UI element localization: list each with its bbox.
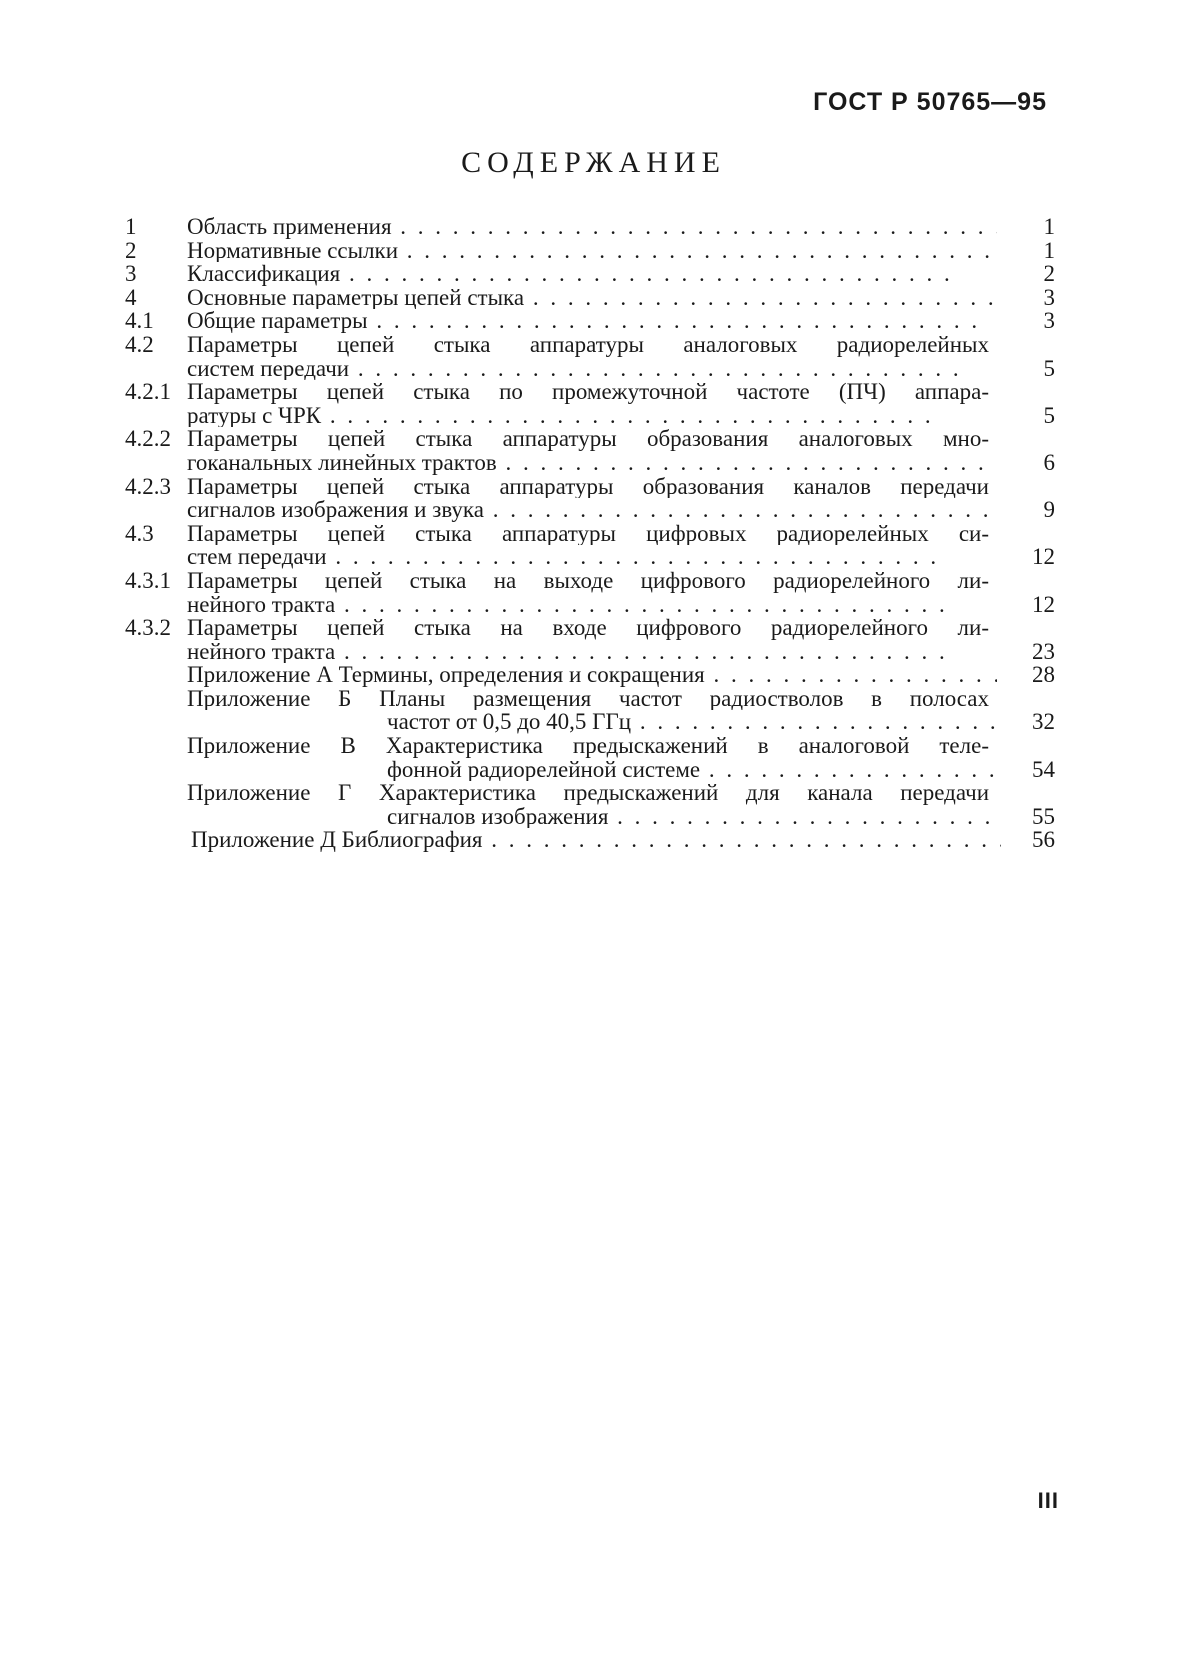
appendix-title-continuation: сигналов изображения . . [387,805,997,829]
appendix-text: Библиография [341,828,483,853]
toc-page: 5 [1043,355,1055,381]
appendix-page: 55 [1032,803,1055,829]
toc-page: 12 [1032,544,1055,570]
page-number: III [1037,1488,1059,1513]
toc-title-continuation: гоканальных линейных трактов . . [187,451,997,475]
appendix-title [187,687,989,711]
appendix-text: Планы размещения частот радиостволов в полосах [379,686,989,711]
toc-number: 2 [125,237,137,263]
toc-number: 1 [125,214,137,239]
toc-title-continuation: нейного тракта . . [187,593,997,617]
toc-title: Область применения . . [187,215,997,239]
appendix-entry[interactable] [125,663,1055,687]
toc-page: 12 [1032,591,1055,617]
appendix-label: Приложение Б [187,686,352,711]
toc-number: 4.3.1 [125,567,171,593]
appendix-entry[interactable] [125,734,1055,758]
toc-entry[interactable] [125,475,1055,499]
appendix-page: 28 [1032,662,1055,688]
toc-title-continuation: сигналов изображения и звука . . [187,498,997,522]
toc-title: Параметры цепей стыка по промежуточной частоте (ПЧ) аппара- [187,380,989,404]
toc-page: 3 [1043,308,1055,334]
toc-entry-continuation[interactable] [125,451,1055,475]
appendix-entry[interactable] [125,687,1055,711]
toc-entry[interactable] [125,262,1055,286]
toc-entry-continuation[interactable] [125,357,1055,381]
toc-title-continuation: систем передачи . . [187,357,997,381]
appendix-label: Приложение Г [187,781,352,805]
toc-page: 1 [1043,237,1055,263]
toc-title: Основные параметры цепей стыка . . [187,286,997,310]
document-code: ГОСТ Р 50765—95 [813,88,1047,116]
toc-number: 4.1 [125,308,154,334]
toc-entry[interactable] [125,522,1055,546]
toc-number: 4.2 [125,331,154,357]
appendix-entry-continuation[interactable] [125,710,1055,734]
toc-entry-continuation[interactable] [125,498,1055,522]
appendix-label: Приложение А [187,663,333,687]
toc-entry[interactable] [125,333,1055,357]
toc-title: Параметры цепей стыка аппаратуры аналоговых радиорелейных [187,332,989,357]
appendix-text: Характеристика предыскажений для канала передачи [378,781,989,805]
toc-page: 9 [1043,497,1055,523]
toc-title: Параметры цепей стыка на выходе цифрового радиорелейного ли- [187,568,989,593]
appendix-entry[interactable] [125,828,1055,852]
toc-page: 1 [1043,214,1055,239]
toc-title-continuation: нейного тракта . . [187,640,997,664]
toc-entry-continuation[interactable] [125,404,1055,428]
toc-title: Классификация . . [187,262,997,286]
toc-page: 5 [1043,402,1055,428]
toc-title: Параметры цепей стыка на входе цифрового радиорелейного ли- [187,616,989,640]
appendix-title [187,663,997,687]
toc-entry[interactable] [125,427,1055,451]
toc-page: 2 [1043,261,1055,287]
toc-number: 3 [125,261,137,287]
toc-number: 4.3.2 [125,615,171,641]
toc-entry[interactable] [125,215,1055,239]
toc-number: 4.2.3 [125,473,171,499]
appendix-entry-continuation[interactable] [125,805,1055,829]
appendix-title-continuation: частот от 0,5 до 40,5 ГГц . . [387,710,997,734]
toc-number: 4.2.1 [125,379,171,405]
toc-number: 4.3 [125,520,154,546]
appendix-title [191,828,1001,852]
page-title: СОДЕРЖАНИЕ [461,146,726,179]
appendix-page: 54 [1032,756,1055,782]
toc-title: Общие параметры . . [187,309,997,333]
appendix-title [187,734,989,758]
toc-title: Параметры цепей стыка аппаратуры образования аналоговых мно- [187,427,989,451]
toc-title-continuation: стем передачи . . [187,545,997,569]
toc-entry-continuation[interactable] [125,545,1055,569]
appendix-entry-continuation[interactable] [125,758,1055,782]
toc-entry[interactable] [125,309,1055,333]
appendix-title [187,781,989,805]
toc-page: 3 [1043,284,1055,310]
toc-page: 23 [1032,638,1055,664]
toc-title: Параметры цепей стыка аппаратуры цифровых радиорелейных си- [187,521,989,546]
appendix-text: Характеристика предыскажений в аналоговой теле- [385,734,989,758]
toc-title: Параметры цепей стыка аппаратуры образования каналов передачи [187,474,989,499]
toc-number: 4 [125,284,137,310]
appendix-page: 32 [1032,709,1055,735]
toc-number: 4.2.2 [125,426,171,452]
appendix-page: 56 [1032,827,1055,853]
toc-entry[interactable] [125,616,1055,640]
toc-entry-continuation[interactable] [125,593,1055,617]
toc-title: Нормативные ссылки . . [187,239,997,263]
toc-page: 6 [1043,449,1055,475]
toc-entry-continuation[interactable] [125,640,1055,664]
toc-entry[interactable] [125,239,1055,263]
appendix-entry[interactable] [125,781,1055,805]
toc-title-continuation: ратуры с ЧРК . . [187,404,997,428]
toc-entry[interactable] [125,569,1055,593]
appendix-text: Термины, определения и сокращения [338,663,705,687]
toc-entry[interactable] [125,286,1055,310]
toc-entry[interactable] [125,380,1055,404]
appendix-label: Приложение В [187,734,356,758]
appendix-title-continuation: фонной радиорелейной системе . . [387,758,997,782]
table-of-contents [125,215,1055,852]
appendix-label: Приложение Д [191,828,336,853]
